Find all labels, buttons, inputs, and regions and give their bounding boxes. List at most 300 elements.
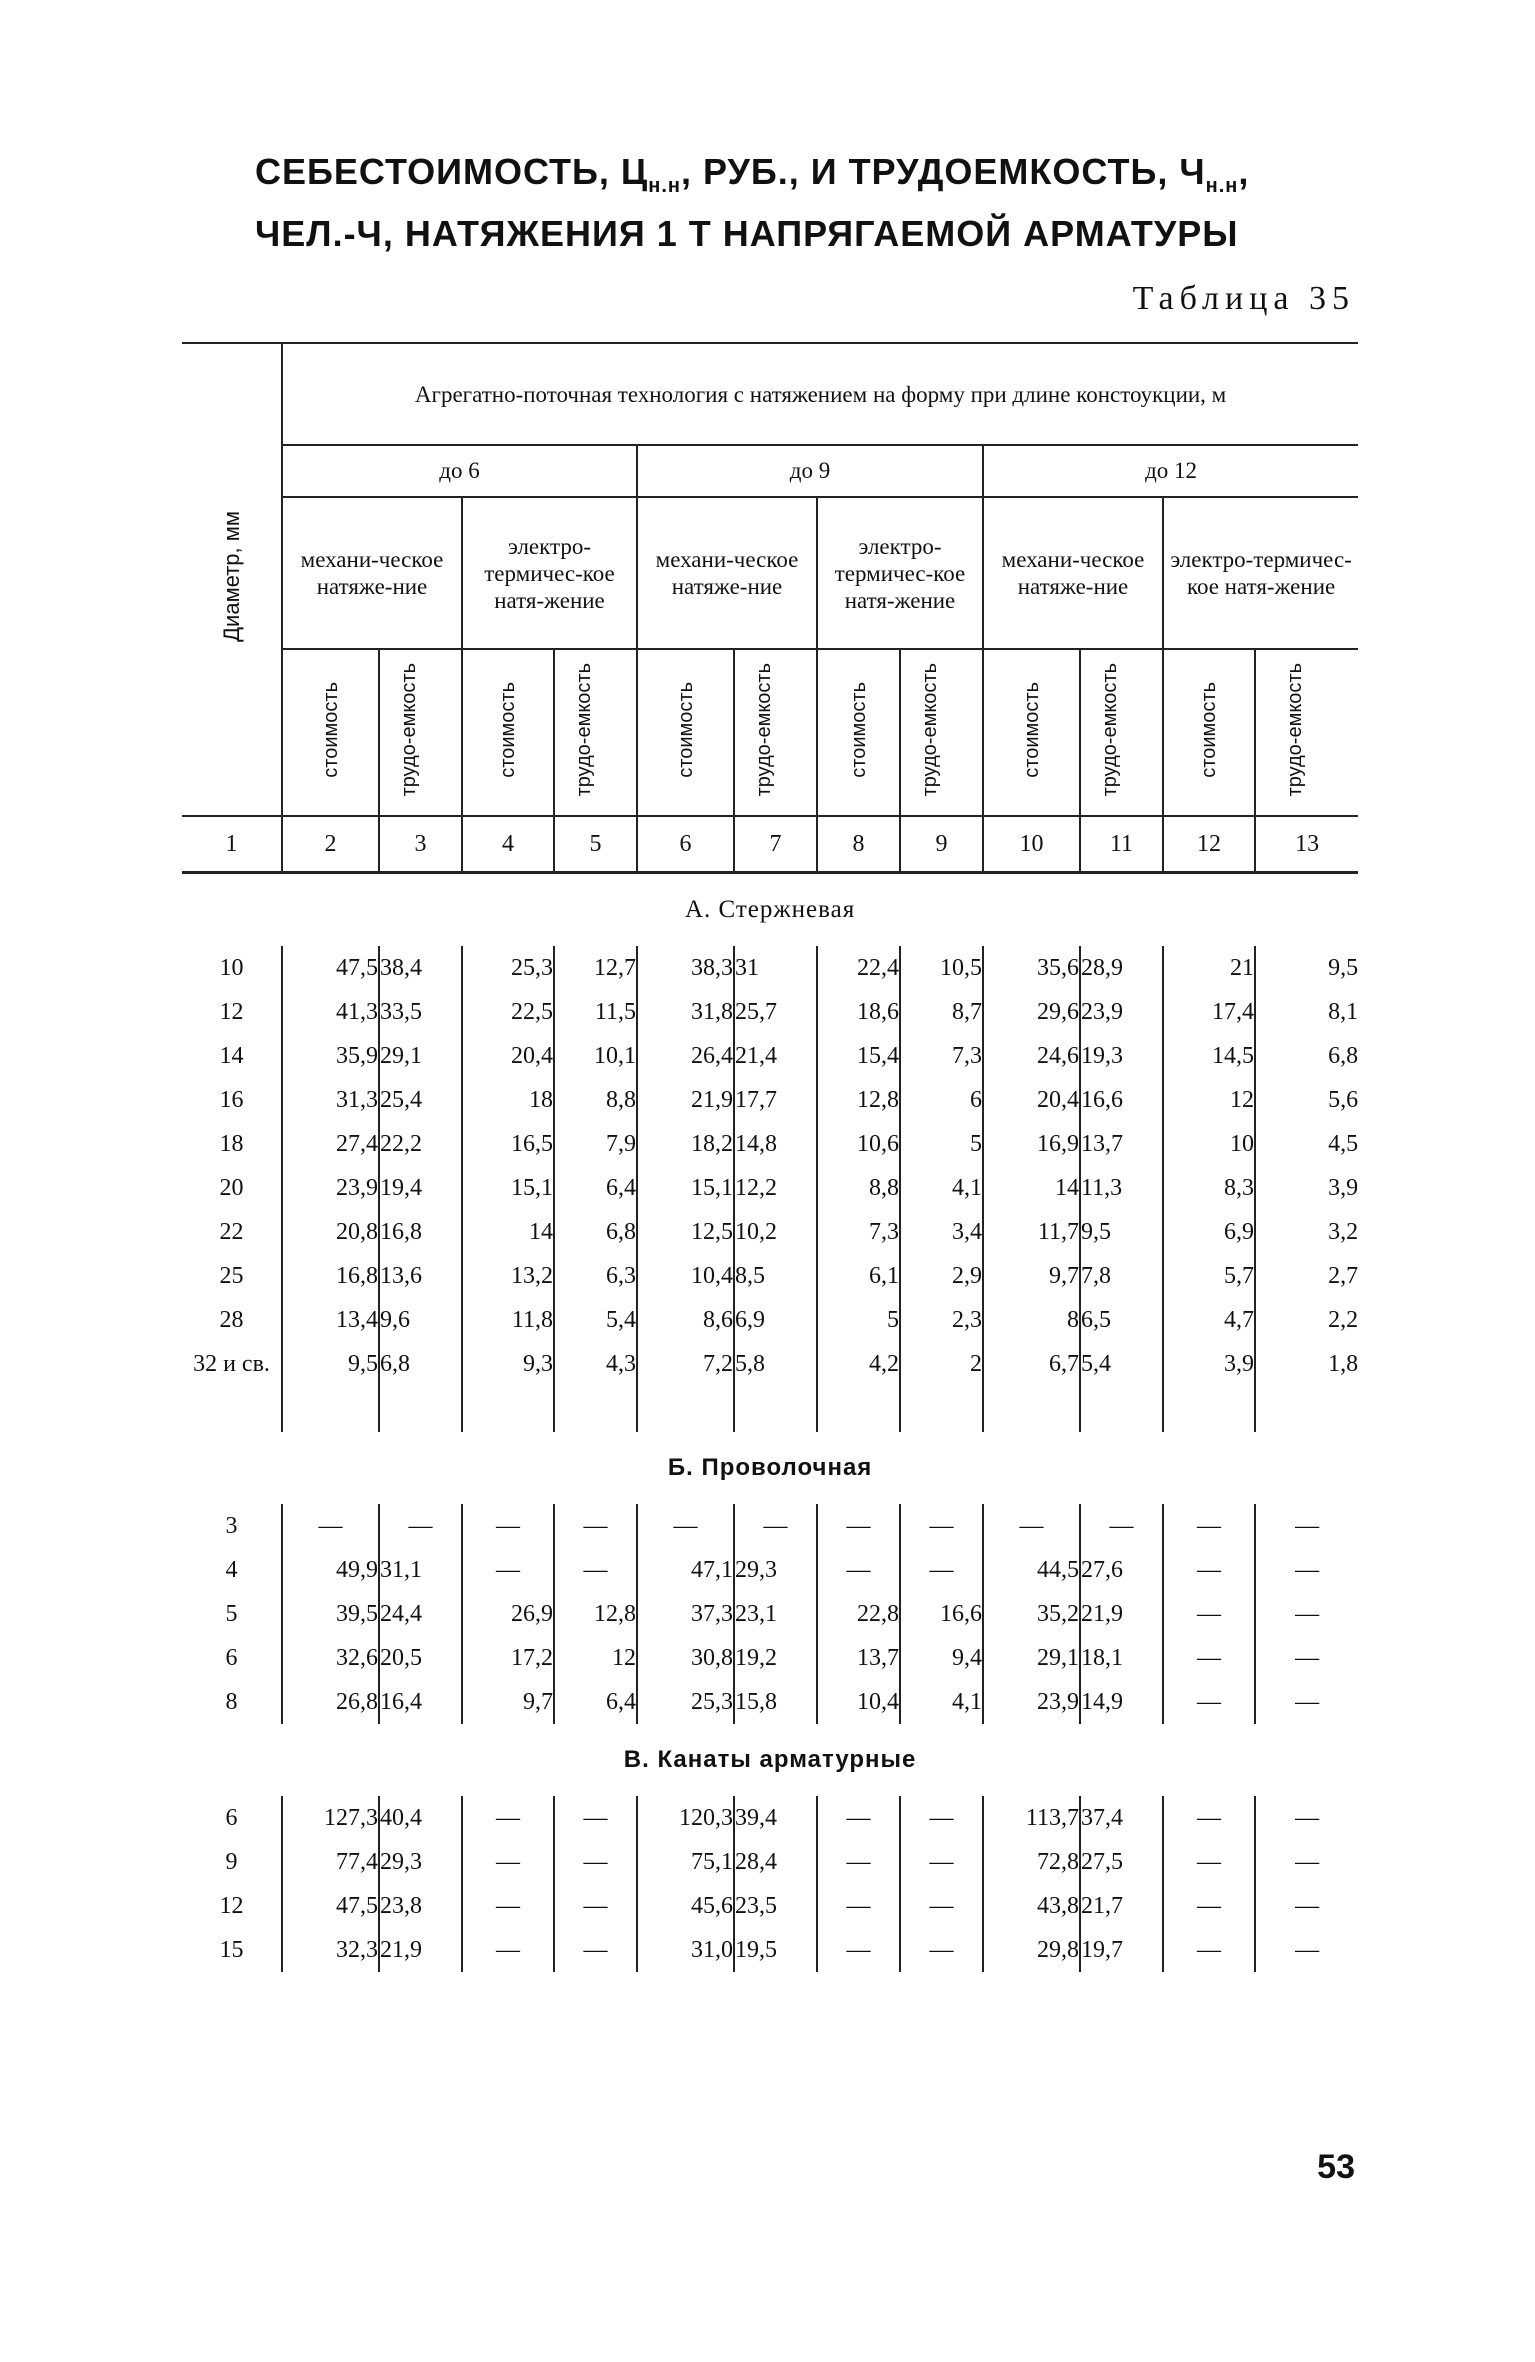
value-cell: 1,8: [1255, 1342, 1358, 1386]
value-cell: 33,5: [379, 990, 462, 1034]
value-cell: 9,7: [983, 1254, 1080, 1298]
value-cell: 22,8: [817, 1592, 900, 1636]
value-cell: 11,8: [462, 1298, 554, 1342]
value-cell: —: [1163, 1680, 1255, 1724]
value-cell: 14: [983, 1166, 1080, 1210]
diameter-cell: 25: [219, 1263, 244, 1289]
diameter-cell: 20: [219, 1175, 244, 1201]
value-cell: 12: [1163, 1078, 1255, 1122]
value-cell: 77,4: [282, 1840, 379, 1884]
value-cell: 6,3: [554, 1254, 637, 1298]
value-cell: 11,7: [983, 1210, 1080, 1254]
value-cell: 13,7: [1080, 1122, 1163, 1166]
value-cell: 27,4: [282, 1122, 379, 1166]
value-cell: 29,1: [983, 1636, 1080, 1680]
labor-header: трудо-емкость: [554, 649, 637, 816]
spacer-cell: [182, 1386, 282, 1432]
value-cell: 27,5: [1080, 1840, 1163, 1884]
value-cell: 40,4: [379, 1796, 462, 1840]
value-cell: —: [554, 1504, 637, 1548]
value-cell: 35,9: [282, 1034, 379, 1078]
value-cell: 35,6: [983, 946, 1080, 990]
value-cell: 16,5: [462, 1122, 554, 1166]
value-cell: 19,3: [1080, 1034, 1163, 1078]
spacer-cell: [734, 1386, 817, 1432]
diameter-cell: 10: [219, 955, 244, 981]
value-cell: 8,8: [817, 1166, 900, 1210]
value-cell: 31,8: [637, 990, 734, 1034]
value-cell: 6,8: [1255, 1034, 1358, 1078]
value-cell: 25,7: [734, 990, 817, 1034]
diameter-cell: 4: [225, 1557, 238, 1583]
column-number: 9: [900, 816, 983, 873]
spacer-cell: [462, 1386, 554, 1432]
value-cell: 7,3: [900, 1034, 983, 1078]
value-cell: 26,4: [637, 1034, 734, 1078]
value-cell: 22,2: [379, 1122, 462, 1166]
value-cell: 6,5: [1080, 1298, 1163, 1342]
value-cell: —: [1163, 1592, 1255, 1636]
value-cell: —: [1255, 1548, 1358, 1592]
value-cell: 6,4: [554, 1680, 637, 1724]
value-cell: 12: [554, 1636, 637, 1680]
labor-header: трудо-емкость: [900, 649, 983, 816]
value-cell: —: [817, 1796, 900, 1840]
value-cell: 20,4: [462, 1034, 554, 1078]
page-title: [255, 148, 1375, 258]
value-cell: 20,5: [379, 1636, 462, 1680]
value-cell: 6,1: [817, 1254, 900, 1298]
labor-header: трудо-емкость: [379, 649, 462, 816]
value-cell: 12,8: [817, 1078, 900, 1122]
value-cell: 16,4: [379, 1680, 462, 1724]
value-cell: 11,3: [1080, 1166, 1163, 1210]
value-cell: 127,3: [282, 1796, 379, 1840]
value-cell: 18,2: [637, 1122, 734, 1166]
table-row: [182, 1034, 1358, 1078]
value-cell: —: [1163, 1840, 1255, 1884]
value-cell: 9,7: [462, 1680, 554, 1724]
value-cell: 7,3: [817, 1210, 900, 1254]
section-title-row: [182, 1432, 1358, 1504]
value-cell: —: [734, 1504, 817, 1548]
diameter-cell: 12: [219, 1893, 244, 1919]
value-cell: 14,5: [1163, 1034, 1255, 1078]
mech-header: механи-ческое натяже-ние: [282, 497, 462, 649]
value-cell: 30,8: [637, 1636, 734, 1680]
value-cell: 12,7: [554, 946, 637, 990]
column-number: 11: [1080, 816, 1163, 873]
diameter-cell: 18: [219, 1131, 244, 1157]
spacer-cell: [637, 1386, 734, 1432]
value-cell: —: [900, 1504, 983, 1548]
labor-header: трудо-емкость: [734, 649, 817, 816]
spacer-cell: [817, 1386, 900, 1432]
value-cell: 4,3: [554, 1342, 637, 1386]
value-cell: 20,8: [282, 1210, 379, 1254]
value-cell: —: [817, 1504, 900, 1548]
cost-header: стоимость: [637, 649, 734, 816]
value-cell: 23,5: [734, 1884, 817, 1928]
value-cell: 19,5: [734, 1928, 817, 1972]
value-cell: —: [1255, 1592, 1358, 1636]
value-cell: 31: [734, 946, 817, 990]
value-cell: 8,3: [1163, 1166, 1255, 1210]
value-cell: —: [900, 1796, 983, 1840]
table-row: [182, 1680, 1358, 1724]
title-line-1: СЕБЕСТОИМОСТЬ, $Ц_{н.н}$, РУБ., И ТРУДОЕМКОСТЬ, $Ч_{н.н}$,: [255, 151, 1250, 198]
value-cell: 5: [817, 1298, 900, 1342]
value-cell: 17,4: [1163, 990, 1255, 1034]
cost-header: стоимость: [817, 649, 900, 816]
value-cell: 23,8: [379, 1884, 462, 1928]
value-cell: 17,2: [462, 1636, 554, 1680]
value-cell: —: [1163, 1796, 1255, 1840]
table-label: Таблица 35: [1132, 280, 1355, 317]
cost-labor-table: [182, 342, 1358, 1972]
value-cell: 8,8: [554, 1078, 637, 1122]
value-cell: 8,6: [637, 1298, 734, 1342]
spacer-cell: [282, 1386, 379, 1432]
value-cell: 12,2: [734, 1166, 817, 1210]
value-cell: 2,3: [900, 1298, 983, 1342]
value-cell: —: [900, 1928, 983, 1972]
column-number: 2: [282, 816, 379, 873]
value-cell: 15,8: [734, 1680, 817, 1724]
cost-header: стоимость: [983, 649, 1080, 816]
value-cell: 25,4: [379, 1078, 462, 1122]
labor-header: трудо-емкость: [1255, 649, 1358, 816]
column-number: 6: [637, 816, 734, 873]
value-cell: 10,5: [900, 946, 983, 990]
value-cell: —: [1163, 1548, 1255, 1592]
value-cell: 6: [900, 1078, 983, 1122]
diameter-cell: 6: [225, 1805, 238, 1831]
value-cell: —: [900, 1840, 983, 1884]
value-cell: 31,1: [379, 1548, 462, 1592]
table-row: [182, 990, 1358, 1034]
value-cell: 21,9: [637, 1078, 734, 1122]
value-cell: 8,1: [1255, 990, 1358, 1034]
value-cell: 7,8: [1080, 1254, 1163, 1298]
value-cell: 10,1: [554, 1034, 637, 1078]
value-cell: 19,7: [1080, 1928, 1163, 1972]
diameter-cell: 3: [225, 1513, 238, 1539]
column-number: 7: [734, 816, 817, 873]
value-cell: 3,4: [900, 1210, 983, 1254]
value-cell: —: [462, 1884, 554, 1928]
section-title-row: [182, 1724, 1358, 1796]
value-cell: 21,9: [379, 1928, 462, 1972]
value-cell: 38,4: [379, 946, 462, 990]
value-cell: 72,8: [983, 1840, 1080, 1884]
diameter-cell: 9: [225, 1849, 238, 1875]
title-line-2: ЧЕЛ.-Ч, НАТЯЖЕНИЯ 1 Т НАПРЯГАЕМОЙ АРМАТУРЫ: [255, 213, 1239, 255]
table-row: [182, 946, 1358, 990]
value-cell: 6,7: [983, 1342, 1080, 1386]
value-cell: —: [462, 1796, 554, 1840]
value-cell: —: [554, 1796, 637, 1840]
value-cell: 5,4: [554, 1298, 637, 1342]
value-cell: 49,9: [282, 1548, 379, 1592]
value-cell: 21,7: [1080, 1884, 1163, 1928]
value-cell: 4,1: [900, 1680, 983, 1724]
electro-header: электро-термичес-кое натя-жение: [1163, 497, 1358, 649]
spacer-cell: [900, 1386, 983, 1432]
column-number: 8: [817, 816, 900, 873]
value-cell: 10,6: [817, 1122, 900, 1166]
value-cell: 15,4: [817, 1034, 900, 1078]
value-cell: 9,5: [282, 1342, 379, 1386]
value-cell: 10,4: [637, 1254, 734, 1298]
value-cell: 6,9: [1163, 1210, 1255, 1254]
value-cell: 5,8: [734, 1342, 817, 1386]
diameter-cell: 6: [225, 1645, 238, 1671]
table-row: [182, 1928, 1358, 1972]
value-cell: 11,5: [554, 990, 637, 1034]
value-cell: 37,3: [637, 1592, 734, 1636]
value-cell: 3,2: [1255, 1210, 1358, 1254]
spacer-cell: [554, 1386, 637, 1432]
value-cell: 23,9: [282, 1166, 379, 1210]
column-number: 12: [1163, 816, 1255, 873]
value-cell: 6,4: [554, 1166, 637, 1210]
value-cell: 9,3: [462, 1342, 554, 1386]
value-cell: 2,9: [900, 1254, 983, 1298]
diameter-header: Диаметр, мм: [182, 343, 282, 816]
value-cell: 120,3: [637, 1796, 734, 1840]
value-cell: 44,5: [983, 1548, 1080, 1592]
value-cell: 28,4: [734, 1840, 817, 1884]
column-number: 1: [182, 816, 282, 873]
value-cell: —: [1255, 1840, 1358, 1884]
value-cell: 22,4: [817, 946, 900, 990]
cost-header: стоимость: [462, 649, 554, 816]
page-number: 53: [1317, 2148, 1355, 2186]
value-cell: 6,8: [554, 1210, 637, 1254]
value-cell: 10,4: [817, 1680, 900, 1724]
value-cell: 2,7: [1255, 1254, 1358, 1298]
value-cell: 43,8: [983, 1884, 1080, 1928]
value-cell: 24,4: [379, 1592, 462, 1636]
value-cell: 6,8: [379, 1342, 462, 1386]
electro-header: электро-термичес-кое натя-жение: [462, 497, 637, 649]
labor-header: трудо-емкость: [1080, 649, 1163, 816]
cost-header: стоимость: [1163, 649, 1255, 816]
value-cell: 29,3: [734, 1548, 817, 1592]
value-cell: 2: [900, 1342, 983, 1386]
value-cell: 3,9: [1255, 1166, 1358, 1210]
value-cell: 7,2: [637, 1342, 734, 1386]
column-number: 10: [983, 816, 1080, 873]
column-number-row: [182, 816, 1358, 873]
technology-header: Агрегатно-поточная технология с натяжением на форму при длине констоукции, м: [282, 343, 1358, 445]
table-row: [182, 1840, 1358, 1884]
value-cell: 16,6: [900, 1592, 983, 1636]
value-cell: 16,9: [983, 1122, 1080, 1166]
value-cell: 8,5: [734, 1254, 817, 1298]
value-cell: 9,5: [1080, 1210, 1163, 1254]
value-cell: 8,7: [900, 990, 983, 1034]
diameter-cell: 5: [225, 1601, 238, 1627]
value-cell: 24,6: [983, 1034, 1080, 1078]
value-cell: 5: [900, 1122, 983, 1166]
value-cell: —: [554, 1840, 637, 1884]
length-header-9: до 9: [637, 445, 983, 497]
value-cell: 16,8: [282, 1254, 379, 1298]
value-cell: 38,3: [637, 946, 734, 990]
value-cell: —: [462, 1504, 554, 1548]
value-cell: 18,1: [1080, 1636, 1163, 1680]
value-cell: —: [817, 1884, 900, 1928]
section-title: Б. Проволочная: [667, 1454, 873, 1481]
value-cell: 26,8: [282, 1680, 379, 1724]
value-cell: 35,2: [983, 1592, 1080, 1636]
value-cell: 13,2: [462, 1254, 554, 1298]
diameter-cell: 8: [225, 1689, 238, 1715]
value-cell: 31,3: [282, 1078, 379, 1122]
value-cell: 6,9: [734, 1298, 817, 1342]
value-cell: 9,6: [379, 1298, 462, 1342]
section-title: А. Стержневая: [684, 896, 856, 923]
diameter-cell: 14: [219, 1043, 244, 1069]
value-cell: 9,4: [900, 1636, 983, 1680]
value-cell: 21: [1163, 946, 1255, 990]
value-cell: 23,9: [983, 1680, 1080, 1724]
table-row: [182, 1504, 1358, 1548]
value-cell: —: [1255, 1504, 1358, 1548]
value-cell: —: [900, 1548, 983, 1592]
value-cell: 47,1: [637, 1548, 734, 1592]
spacer-row: [182, 1386, 1358, 1432]
value-cell: 32,6: [282, 1636, 379, 1680]
diameter-cell: 28: [219, 1307, 244, 1333]
value-cell: 13,4: [282, 1298, 379, 1342]
value-cell: 32,3: [282, 1928, 379, 1972]
electro-header: электро-термичес-кое натя-жение: [817, 497, 983, 649]
value-cell: 2,2: [1255, 1298, 1358, 1342]
value-cell: 37,4: [1080, 1796, 1163, 1840]
value-cell: 9,5: [1255, 946, 1358, 990]
value-cell: 5,4: [1080, 1342, 1163, 1386]
value-cell: —: [462, 1840, 554, 1884]
value-cell: 22,5: [462, 990, 554, 1034]
diameter-cell: 15: [219, 1937, 244, 1963]
value-cell: —: [1255, 1928, 1358, 1972]
value-cell: —: [1163, 1636, 1255, 1680]
value-cell: 29,1: [379, 1034, 462, 1078]
table-row: [182, 1078, 1358, 1122]
value-cell: —: [282, 1504, 379, 1548]
length-header-6: до 6: [282, 445, 637, 497]
value-cell: 5,6: [1255, 1078, 1358, 1122]
value-cell: 4,5: [1255, 1122, 1358, 1166]
value-cell: 10,2: [734, 1210, 817, 1254]
table-row: [182, 1254, 1358, 1298]
value-cell: —: [462, 1928, 554, 1972]
value-cell: 47,5: [282, 1884, 379, 1928]
diameter-cell: 22: [219, 1219, 244, 1245]
column-number: 5: [554, 816, 637, 873]
value-cell: 29,8: [983, 1928, 1080, 1972]
value-cell: 28,9: [1080, 946, 1163, 990]
value-cell: —: [1255, 1636, 1358, 1680]
value-cell: —: [817, 1840, 900, 1884]
cost-header: стоимость: [282, 649, 379, 816]
value-cell: 29,3: [379, 1840, 462, 1884]
value-cell: 39,4: [734, 1796, 817, 1840]
value-cell: 25,3: [637, 1680, 734, 1724]
diameter-cell: 32 и св.: [193, 1351, 270, 1377]
value-cell: 19,4: [379, 1166, 462, 1210]
table-row: [182, 1166, 1358, 1210]
mech-header: механи-ческое натяже-ние: [637, 497, 817, 649]
column-number: 3: [379, 816, 462, 873]
value-cell: 15,1: [637, 1166, 734, 1210]
diameter-cell: 16: [219, 1087, 244, 1113]
value-cell: 4,7: [1163, 1298, 1255, 1342]
value-cell: 16,8: [379, 1210, 462, 1254]
value-cell: 39,5: [282, 1592, 379, 1636]
value-cell: 5,7: [1163, 1254, 1255, 1298]
value-cell: —: [1080, 1504, 1163, 1548]
value-cell: —: [900, 1884, 983, 1928]
value-cell: 25,3: [462, 946, 554, 990]
value-cell: 47,5: [282, 946, 379, 990]
section-title-row: [182, 873, 1358, 947]
value-cell: 20,4: [983, 1078, 1080, 1122]
value-cell: 23,1: [734, 1592, 817, 1636]
value-cell: 14,9: [1080, 1680, 1163, 1724]
spacer-cell: [983, 1386, 1080, 1432]
table-row: [182, 1122, 1358, 1166]
value-cell: 4,1: [900, 1166, 983, 1210]
value-cell: 12,5: [637, 1210, 734, 1254]
spacer-cell: [1255, 1386, 1358, 1432]
spacer-cell: [379, 1386, 462, 1432]
spacer-cell: [1163, 1386, 1255, 1432]
value-cell: —: [983, 1504, 1080, 1548]
value-cell: —: [817, 1548, 900, 1592]
table-row: [182, 1592, 1358, 1636]
value-cell: 14: [462, 1210, 554, 1254]
value-cell: —: [554, 1928, 637, 1972]
value-cell: 18: [462, 1078, 554, 1122]
value-cell: 26,9: [462, 1592, 554, 1636]
column-number: 13: [1255, 816, 1358, 873]
value-cell: 8: [983, 1298, 1080, 1342]
value-cell: 17,7: [734, 1078, 817, 1122]
value-cell: 10: [1163, 1122, 1255, 1166]
value-cell: 19,2: [734, 1636, 817, 1680]
value-cell: 4,2: [817, 1342, 900, 1386]
value-cell: —: [1163, 1504, 1255, 1548]
value-cell: 12,8: [554, 1592, 637, 1636]
table-row: [182, 1210, 1358, 1254]
value-cell: —: [1255, 1796, 1358, 1840]
value-cell: —: [554, 1548, 637, 1592]
value-cell: 7,9: [554, 1122, 637, 1166]
value-cell: 45,6: [637, 1884, 734, 1928]
value-cell: 31,0: [637, 1928, 734, 1972]
value-cell: 27,6: [1080, 1548, 1163, 1592]
diameter-cell: 12: [219, 999, 244, 1025]
value-cell: 113,7: [983, 1796, 1080, 1840]
table-row: [182, 1298, 1358, 1342]
value-cell: 3,9: [1163, 1342, 1255, 1386]
table-row: [182, 1342, 1358, 1386]
value-cell: 41,3: [282, 990, 379, 1034]
